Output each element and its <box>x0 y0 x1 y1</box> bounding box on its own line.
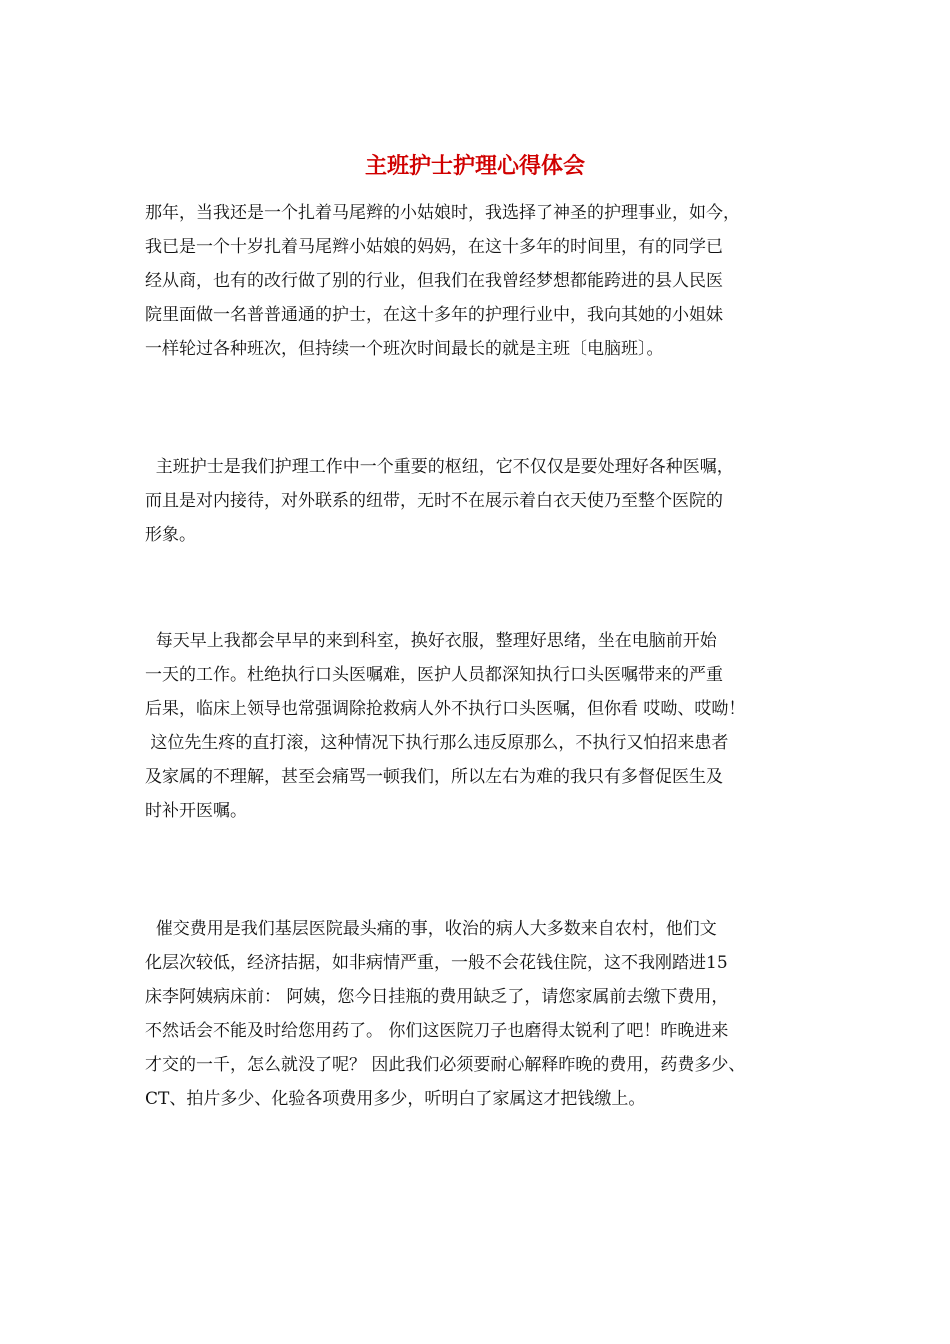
paragraph-line: 这位先生疼的直打滚，这种情况下执行那么违反原那么，不执行又怕招来患者 <box>145 733 729 753</box>
paragraph-line: 每天早上我都会早早的来到科室，换好衣服，整理好思绪，坐在电脑前开始 <box>145 631 717 651</box>
paragraph-line: CT、拍片多少、化验各项费用多少，听明白了家属这才把钱缴上。 <box>145 1089 646 1109</box>
paragraph-line: 而且是对内接待，对外联系的纽带，无时不在展示着白衣天使乃至整个医院的 <box>145 491 723 511</box>
paragraph-1 <box>145 196 820 366</box>
paragraph-line: 我已是一个十岁扎着马尾辫小姑娘的妈妈，在这十多年的时间里，有的同学已 <box>145 237 723 257</box>
paragraph-line: 不然话会不能及时给您用药了。 你们这医院刀子也磨得太锐利了吧！昨晚进来 <box>145 1021 729 1041</box>
paragraph-line: 一样轮过各种班次，但持续一个班次时间最长的就是主班〔电脑班〕。 <box>145 339 664 359</box>
paragraph-4 <box>145 912 820 1116</box>
document-title: 主班护士护理心得体会 <box>364 154 585 179</box>
paragraph-line: 形象。 <box>145 525 196 545</box>
paragraph-line: 一天的工作。杜绝执行口头医嘱难，医护人员都深知执行口头医嘱带来的严重 <box>145 665 723 685</box>
paragraph-2 <box>145 450 820 552</box>
paragraph-3 <box>145 624 820 828</box>
paragraph-line: 主班护士是我们护理工作中一个重要的枢纽，它不仅仅是要处理好各种医嘱， <box>145 457 734 477</box>
paragraph-line: 催交费用是我们基层医院最头痛的事，收治的病人大多数来自农村，他们文 <box>145 919 717 939</box>
paragraph-line: 化层次较低，经济拮据，如非病情严重，一般不会花钱住院，这不我刚踏进15 <box>145 953 728 973</box>
paragraph-line: 经从商，也有的改行做了别的行业，但我们在我曾经梦想都能跨进的县人民医 <box>145 271 723 291</box>
paragraph-line: 时补开医嘱。 <box>145 801 247 821</box>
paragraph-line: 床李阿姨病床前： 阿姨，您今日挂瓶的费用缺乏了，请您家属前去缴下费用， <box>145 987 729 1007</box>
paragraph-line: 才交的一千，怎么就没了呢？ 因此我们必须要耐心解释昨晚的费用，药费多少、 <box>145 1055 746 1075</box>
paragraph-line: 那年，当我还是一个扎着马尾辫的小姑娘时，我选择了神圣的护理事业，如今， <box>145 203 740 223</box>
paragraph-line: 院里面做一名普普通通的护士，在这十多年的护理行业中，我向其她的小姐妹 <box>145 305 723 325</box>
paragraph-line: 后果，临床上领导也常强调除抢救病人外不执行口头医嘱，但你看 哎呦、哎呦！ <box>145 699 746 719</box>
paragraph-line: 及家属的不理解，甚至会痛骂一顿我们，所以左右为难的我只有多督促医生及 <box>145 767 723 787</box>
